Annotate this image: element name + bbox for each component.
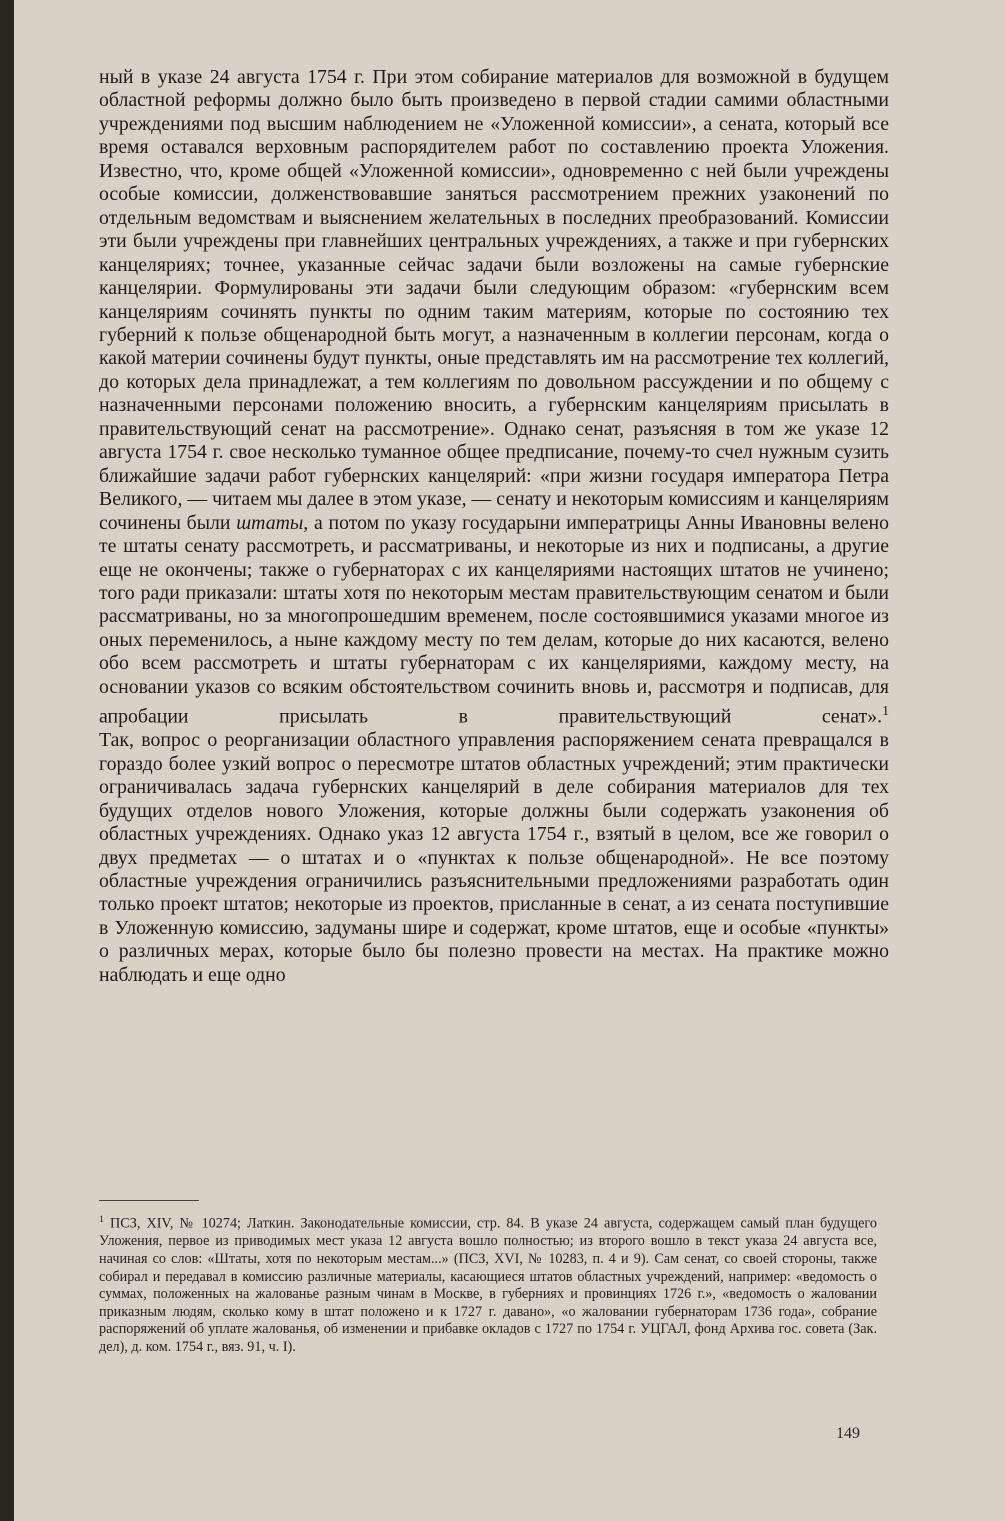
footnote bbox=[99, 1211, 877, 1356]
paragraph-1 bbox=[99, 66, 889, 729]
footnote-reference: 1 bbox=[882, 703, 889, 719]
paragraph-1-text: ный в указе 24 августа 1754 г. При этом собирание материалов для возможной в будущем областной реформы должно было быть произведено в первой стадии самими областными учреждениями под высшим наблюдением не «Уложенной комиссии», а сената, который все время оставался верховным распорядителем работ по составлению проекта Уложения. Известно, что, кроме общей «Уложенной комиссии», одновременно с ней были учреждены особые комиссии, долженствовавшие заняться рассмотрением прежних узаконений по отдельным ведомствам и выяснением желательных в последних преобразований. Комиссии эти были учреждены при главнейших центральных учреждениях, а также и при губернских канцеляриях; точнее, указанные сейчас задачи были возложены на самые губернские канцелярии. Формулированы эти задачи были следующим образом: «губернским всем канцеляриям сочинять пункты по одним таким материям, которые по состоянию тех губерний к пользе общенародной быть могут, а назначенным в коллегии персонам, когда о какой материи сочинены будут пункты, оные представлять им на рассмотрение тех коллегий, до которых дела принадлежат, а тем коллегиям по довольном рассуждении и по общему с назначенными персонами положению вносить, а губернским канцеляриям присылать в правительствующий сенат на рассмотрение». Однако сенат, разъясняя в том же указе 12 августа 1754 г. свое несколько туманное общее предписание, почему-то счел нужным сузить ближайшие задачи работ губернских канцелярий: «при жизни государя императора Петра Великого, — читаем мы далее в этом указе, — сенату и некоторым комиссиям и канцеляриям сочинены были bbox=[99, 66, 889, 534]
footnote-mark: 1 bbox=[99, 1214, 104, 1225]
main-text bbox=[99, 66, 889, 987]
footnote-divider bbox=[99, 1200, 199, 1201]
paragraph-1-end: а потом по указу государыни императрицы Анны Ивановны велено те штаты сенату рассмотреть, и рассматриваны, и некоторые из них и подписаны, а другие еще не окончены; также о губернаторах с их канцеляриями настоящих штатов не учинено; того ради приказали: штаты хотя по некоторым местам правительствующим сенатом и были рассматриваны, но за многопрошедшим временем, после состоявшимися указами многое из оных переменилось, а ныне каждому месту по тем делам, которые до них касаются, велено обо всем рассмотреть и штаты губернаторам с их канцеляриями, каждому месту, на основании указов со всяким обстоятельством сочинить вновь и, рассмотря и подписав, для апробации присылать в правительствующий сенат». bbox=[99, 511, 889, 728]
page-number: 149 bbox=[836, 1425, 860, 1442]
italic-term: штаты, bbox=[236, 511, 309, 534]
footnote-text: ПСЗ, XIV, № 10274; Латкин. Законодательные комиссии, стр. 84. В указе 24 августа, содержащем самый план будущего Уложения, первое из приводимых мест указа 12 августа вошло полностью; из второго вошло в текст указа 24 августа все, начиная со слов: «Штаты, хотя по некоторым местам...» (ПСЗ, XVI, № 10283, п. 4 и 9). Сам сенат, со своей стороны, также собирал и передавал в комиссию различные материалы, касающиеся штатов областных учреждений, например: «ведомость о суммах, положенных на жалованье разным чинам в Москве, в губерниях и провинциях 1726 г.», «ведомость о жаловании приказным людям, сколько кому в штат положено и к 1727 г. давано», «о жаловании губернаторам 1736 года», собрание распоряжений об уплате жалованья, об изменении и прибавке окладов с 1727 по 1754 г. УЦГАЛ, фонд Архива гос. совета (Зак. дел), д. ком. 1754 г., вяз. 91, ч. I). bbox=[99, 1215, 877, 1355]
book-page bbox=[14, 0, 1005, 1521]
paragraph-2: Так, вопрос о реорганизации областного управления распоряжением сената превращался в гораздо более узкий вопрос о пересмотре штатов областных учреждений; этим практически ограничивалась задача губернских канцелярий в деле собирания материалов для тех будущих отделов нового Уложения, которые должны были содержать узаконения об областных учреждениях. Однако указ 12 августа 1754 г., взятый в целом, все же говорил о двух предметах — о штатах и о «пунктах к пользе общенародной». Не все поэтому областные учреждения ограничились разъяснительными предложениями разработать один только проект штатов; некоторые из проектов, присланные в сенат, а из сената поступившие в Уложенную комиссию, задуманы шире и содержат, кроме штатов, еще и особые «пункты» о различных мерах, которые было бы полезно провести на местах. На практике можно наблюдать и еще одно bbox=[99, 729, 889, 986]
